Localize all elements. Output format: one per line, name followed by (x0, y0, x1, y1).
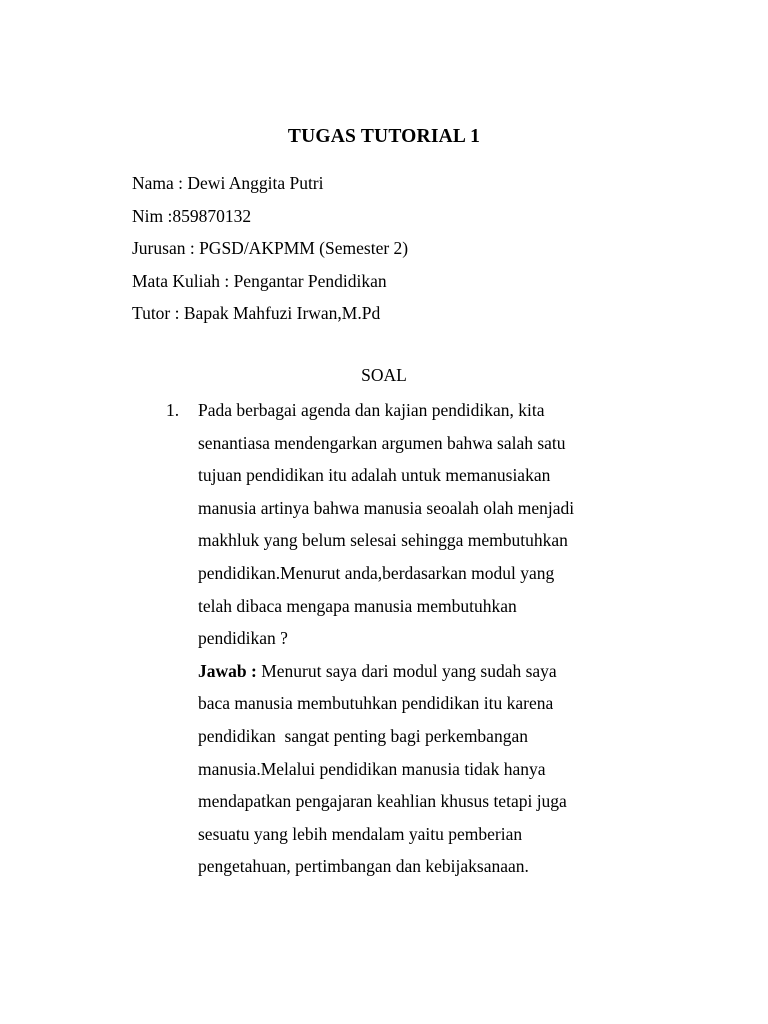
question-line: Pada berbagai agenda dan kajian pendidikan, kita (198, 400, 545, 420)
info-mata-kuliah: Mata Kuliah : Pengantar Pendidikan (132, 270, 387, 291)
info-nim: Nim :859870132 (132, 205, 252, 226)
question-line: tujuan pendidikan itu adalah untuk memanusiakan (198, 465, 551, 486)
answer-text: Menurut saya dari modul yang sudah saya (256, 660, 557, 681)
question-line: senantiasa mendengarkan argumen bahwa salah satu (198, 432, 566, 453)
answer-line: pengetahuan, pertimbangan dan kebijaksanaan. (198, 856, 529, 877)
question-line: manusia artinya bahwa manusia seoalah olah menjadi (198, 497, 575, 518)
section-heading-soal: SOAL (361, 365, 407, 385)
info-tutor: Tutor : Bapak Mahfuzi Irwan,M.Pd (132, 303, 381, 324)
answer-line: mendapatkan pengajaran keahlian khusus tetapi juga (198, 791, 567, 812)
answer-line: sesuatu yang lebih mendalam yaitu pemberian (198, 823, 523, 844)
answer-first-line (198, 655, 648, 688)
question-line: pendidikan.Menurut anda,berdasarkan modul yang (198, 562, 555, 583)
info-jurusan: Jurusan : PGSD/AKPMM (Semester 2) (132, 238, 409, 259)
question-body (198, 394, 648, 883)
info-name: Nama : Dewi Anggita Putri (132, 173, 324, 193)
answer-line: manusia.Melalui pendidikan manusia tidak hanya (198, 758, 546, 779)
question-line: pendidikan ? (198, 628, 288, 649)
document-title: TUGAS TUTORIAL 1 (287, 126, 481, 147)
answer-line: baca manusia membutuhkan pendidikan itu karena (198, 693, 554, 714)
answer-label: Jawab : (198, 660, 257, 681)
question-line: telah dibaca mengapa manusia membutuhkan (198, 595, 517, 616)
answer-line: pendidikan sangat penting bagi perkembangan (198, 725, 528, 746)
question-line: makhluk yang belum selesai sehingga membutuhkan (198, 530, 568, 551)
question-number: 1. (166, 400, 180, 420)
student-info-block (132, 167, 692, 330)
